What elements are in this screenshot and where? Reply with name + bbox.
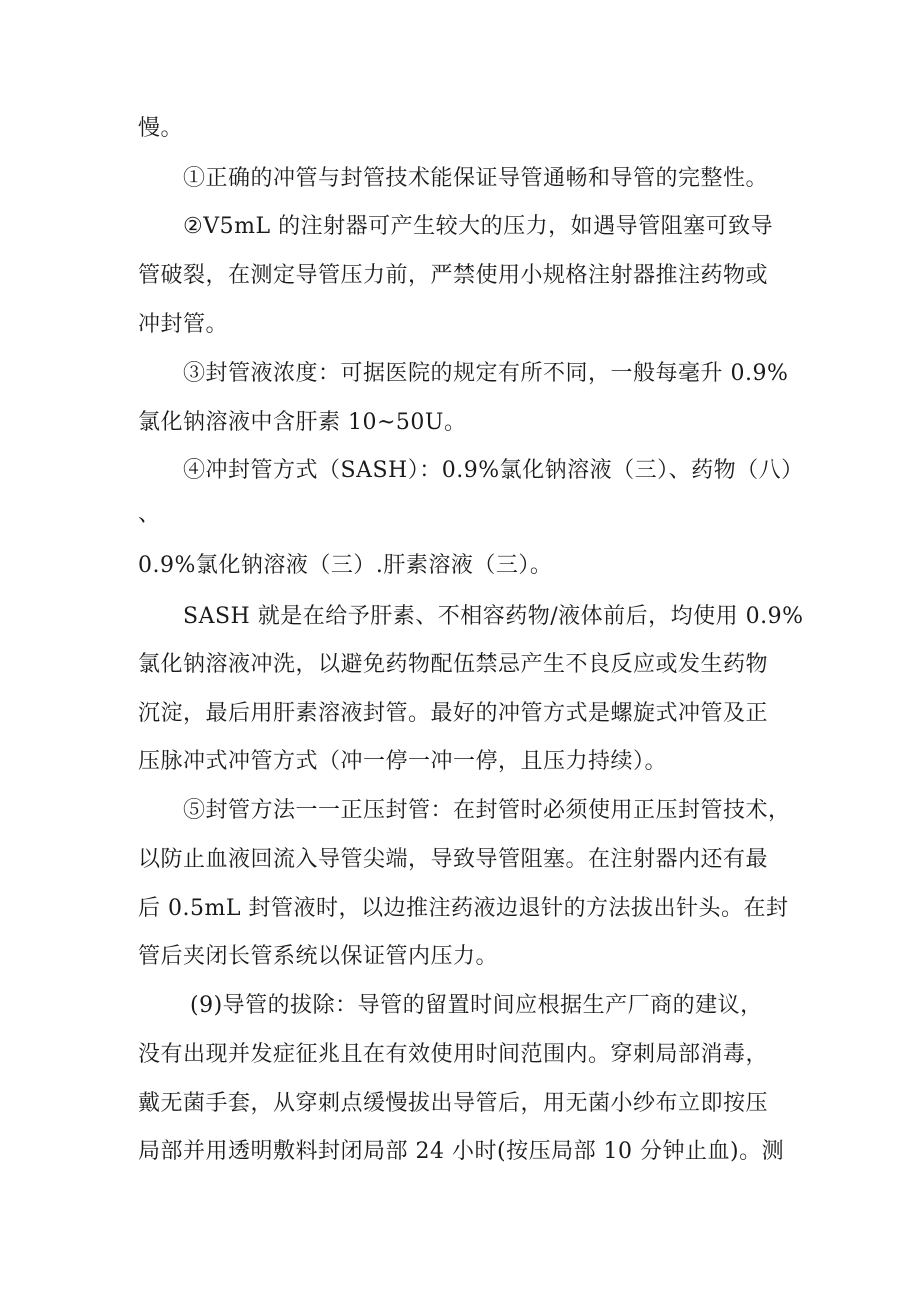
text-line: 0.9%氯化钠溶液（三）.肝素溶液（三）。 [138, 553, 553, 578]
text-line: 沉淀，最后用肝素溶液封管。最好的冲管方式是螺旋式冲管及正 [138, 701, 769, 726]
text-line: (9)导管的拔除：导管的留置时间应根据生产厂商的建议， [190, 993, 763, 1018]
text-line: 、 [138, 502, 161, 527]
text-line: 后 0.5mL 封管液时，以边推注药液边退针的方法拔出针头。在封 [138, 896, 789, 921]
text-line: ②V5mL 的注射器可产生较大的压力，如遇导管阻塞可致导 [183, 214, 774, 239]
text-line: SASH 就是在给予肝素、不相容药物/液体前后，均使用 0.9% [183, 604, 804, 629]
text-line: 没有出现并发症征兆且在有效使用时间范围内。穿刺局部消毒， [138, 1042, 769, 1067]
text-line: ④冲封管方式（SASH）：0.9%氯化钠溶液（三）、药物（八） [183, 458, 804, 483]
text-line: 慢。 [138, 116, 184, 141]
text-line: 压脉冲式冲管方式（冲一停一冲一停，且压力持续）。 [138, 749, 668, 774]
text-line: 戴无菌手套，从穿刺点缓慢拔出导管后，用无菌小纱布立即按压 [138, 1091, 769, 1116]
text-line: 氯化钠溶液中含肝素 10~50U。 [138, 410, 467, 435]
text-line: ①正确的冲管与封管技术能保证导管通畅和导管的完整性。 [183, 166, 769, 191]
text-line: 冲封管。 [138, 312, 229, 337]
text-line: ③封管液浓度：可据医院的规定有所不同，一般每毫升 0.9% [183, 361, 789, 386]
text-line: ⑤封管方法一一正压封管：在封管时必须使用正压封管技术， [183, 798, 791, 823]
text-line: 管后夹闭长管系统以保证管内压力。 [138, 944, 499, 969]
text-line: 局部并用透明敷料封闭局部 24 小时(按压局部 10 分钟止血)。测 [138, 1139, 785, 1164]
text-line: 氯化钠溶液冲洗，以避免药物配伍禁忌产生不良反应或发生药物 [138, 652, 769, 677]
text-line: 管破裂，在测定导管压力前，严禁使用小规格注射器推注药物或 [138, 263, 769, 288]
text-line: 以防止血液回流入导管尖端，导致导管阻塞。在注射器内还有最 [138, 847, 769, 872]
